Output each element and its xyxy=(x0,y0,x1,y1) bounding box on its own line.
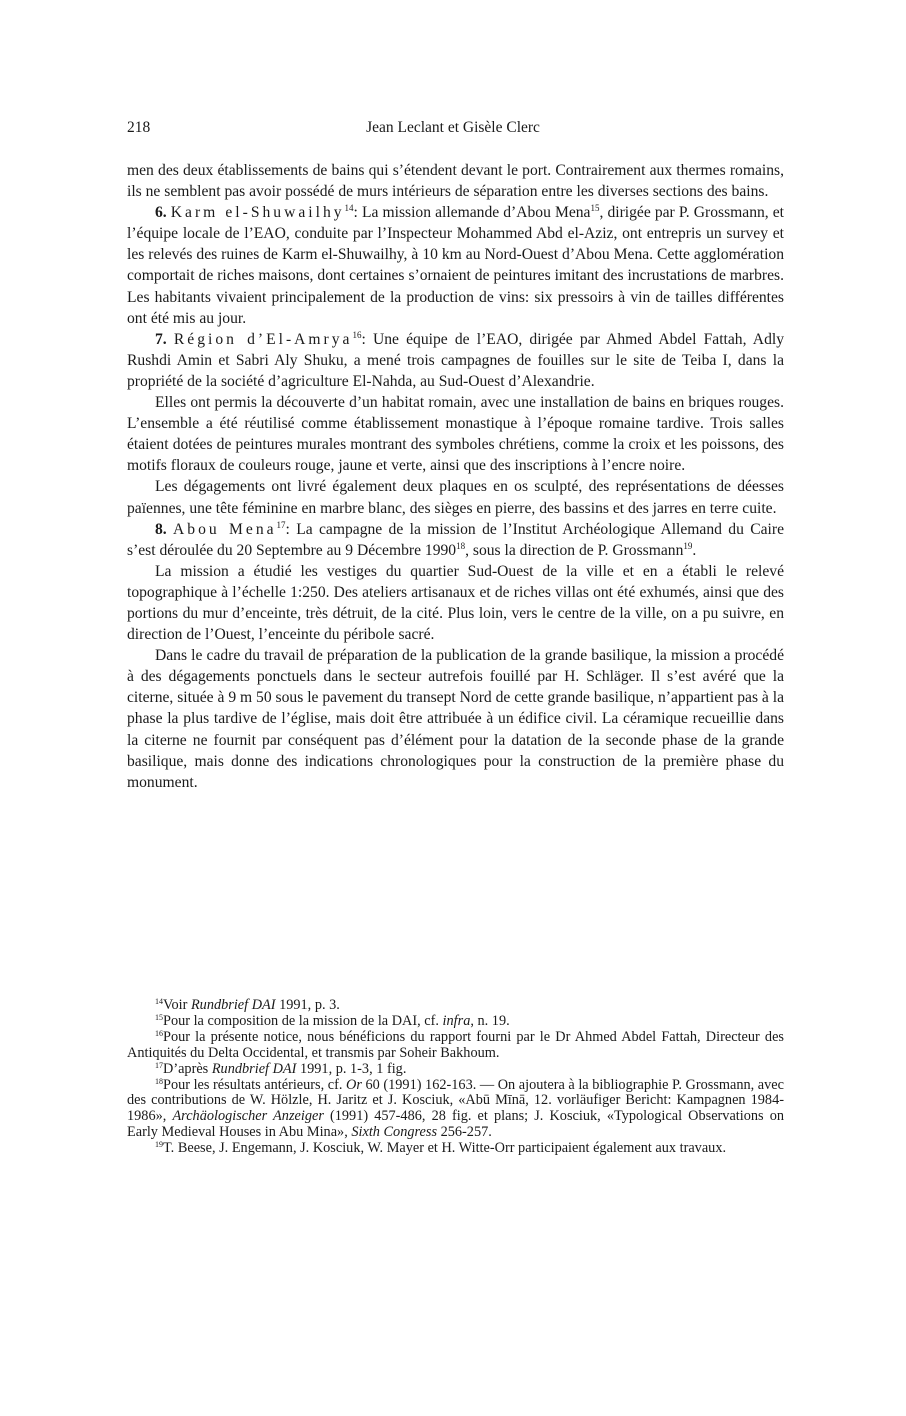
footnote-text: 1991, p. 1-3, 1 fig. xyxy=(296,1060,407,1077)
footnote-14 xyxy=(127,998,784,1014)
footnote-number: 14 xyxy=(155,997,163,1006)
section-text: . xyxy=(692,541,697,559)
footnote-title: Or xyxy=(346,1076,362,1093)
footnote-text: 256-257. xyxy=(437,1124,492,1141)
footnote-number: 16 xyxy=(155,1028,163,1038)
footnote-ref[interactable]: 18 xyxy=(456,540,466,551)
section-text: , dirigée par P. Grossmann, et l’équipe locale de l’EAO, conduite par l’Inspecteur Mohammed Abd el-Aziz, ont entrepris un survey et les relevés des ruines de Karm el-Shuwailhy, à 10 km au Nord-Ouest d’Abou Mena. Cette agglomération comportait de riches maisons, dont certaines s’ornaient de peintures imitant des incrustations de marbres. Les habitants vivaient principalement de la production de vins: six pressoirs à vin de tailles différentes ont été mis au jour. xyxy=(127,204,785,327)
running-title: Jean Leclant et Gisèle Clerc xyxy=(366,119,540,136)
page-number: 218 xyxy=(127,119,151,136)
footnote-title: Sixth Congress xyxy=(351,1124,438,1141)
footnote-title: infra xyxy=(442,1012,471,1029)
paragraph-7b: Elles ont permis la découverte d’un habitat romain, avec une installation de bains en briques rouges. L’ensemble a été réutilisé comme établissement monastique à l’époque romaine tardive. Trois salles étaient dotées de peintures murales montrant des symboles chrétiens, comme la croix et les poissons, des motifs floraux de couleurs rouge, jaune et verte, ainsi que des inscriptions à l’encre noire. xyxy=(127,394,784,475)
paragraph-8b: La mission a étudié les vestiges du quartier Sud-Ouest de la ville et en a établi le relevé topographique à l’échelle 1:250. Des ateliers artisanaux et de riches villas ont été exhumés, ainsi que des portions du mur d’enceinte, très détruit, de la cité. Plus loin, vers le centre de la ville, on a pu suivre, en direction de l’Ouest, l’enceinte du péribole sacré. xyxy=(127,562,784,644)
site-name: Abou Mena xyxy=(173,520,277,538)
footnote-text: Pour les résultats antérieurs, cf. xyxy=(163,1076,347,1093)
footnote-text: Pour la composition de la mission de la DAI, cf. xyxy=(163,1012,443,1029)
section-8 xyxy=(127,519,784,561)
footnote-ref[interactable]: 19 xyxy=(683,540,693,551)
footnote-ref[interactable]: 16 xyxy=(352,329,362,340)
footnote-text: 60 (1991) 162-163. — On ajoutera à la bibliographie P. Grossmann, avec des contributions de W. Hölzle, H. Jaritz et J. Kosciuk, «Abū Mīnā, 12. vorläufiger Bericht: Kampagnen 1984-1986», xyxy=(127,1076,784,1125)
footnote-18 xyxy=(127,1078,784,1142)
footnote-text: (1991) 457-486, 28 fig. et plans; J. Kosciuk, «Typological Observations on Early Medieval Houses in Abu Mina», xyxy=(127,1108,785,1141)
footnote-16 xyxy=(127,1030,784,1062)
section-number: 6. xyxy=(155,204,167,222)
footnote-19 xyxy=(127,1141,784,1157)
section-text: : La campagne de la mission de l’Institut Archéologique Allemand du Caire s’est déroulée du 20 Septembre au 9 Décembre 1990 xyxy=(127,520,784,559)
footnote-15 xyxy=(127,1014,784,1030)
footnote-number: 18 xyxy=(155,1076,163,1086)
footnote-title: Rundbrief DAI xyxy=(211,1060,297,1077)
site-name: Région d’El-Amrya xyxy=(173,330,353,348)
section-number: 8. xyxy=(155,520,167,538)
footnote-text: D’après xyxy=(163,1060,212,1077)
footnote-text: T. Beese, J. Engemann, J. Kosciuk, W. Mayer et H. Witte-Orr participaient également aux travaux. xyxy=(163,1140,727,1157)
section-7 xyxy=(127,329,784,392)
section-text: , sous la direction de P. Grossmann xyxy=(465,541,684,559)
footnote-text: Pour la présente notice, nous bénéficions du rapport fourni par le Dr Ahmed Abdel Fattah, Directeur des Antiquités du Delta Occidental, et transmis par Soheir Bakhoum. xyxy=(127,1028,784,1061)
footnote-number: 15 xyxy=(155,1012,163,1022)
footnote-number: 17 xyxy=(155,1060,163,1070)
footnote-ref[interactable]: 14 xyxy=(344,203,354,214)
section-number: 7. xyxy=(155,330,167,348)
site-name: Karm el-Shuwailhy xyxy=(170,204,345,222)
footnotes xyxy=(127,998,784,1157)
footnote-title: Archäologischer Anzeiger xyxy=(172,1108,324,1125)
main-text xyxy=(127,160,784,793)
footnote-text: , n. 19. xyxy=(470,1012,510,1029)
paragraph-8c: Dans le cadre du travail de préparation de la publication de la grande basilique, la mission a procédé à des dégagements ponctuels dans le secteur autrefois fouillé par H. Schläger. Il s’est avéré que la citerne, située à 9 m 50 sous le pavement du transept Nord de cette grande basilique, n’appartient pas à la phase la plus tardive de l’église, mais doit être attribuée à un édifice civil. La céramique recueillie dans la citerne ne fournit par conséquent pas d’élément pour la datation de la seconde phase de la grande basilique, mais donne des indications chronologiques pour la construction de la première phase du monument. xyxy=(127,647,784,791)
paragraph-7c: Les dégagements ont livré également deux plaques en os sculpté, des représentations de déesses païennes, une tête féminine en marbre blanc, des sièges en pierre, des bassins et des jarres en terre cuite. xyxy=(127,478,784,517)
footnote-17 xyxy=(127,1062,784,1078)
footnote-text: 1991, p. 3. xyxy=(275,997,340,1013)
footnote-number: 19 xyxy=(155,1140,163,1150)
section-6 xyxy=(127,202,784,329)
paragraph-1: men des deux établissements de bains qui s’étendent devant le port. Contrairement aux thermes romains, ils ne semblent pas avoir possédé de murs intérieurs de séparation entre les diverses sections des bains. xyxy=(127,162,784,201)
footnote-ref[interactable]: 15 xyxy=(590,203,600,214)
footnote-text: Voir xyxy=(163,997,191,1013)
section-text: : La mission allemande d’Abou Mena xyxy=(353,204,591,222)
footnote-title: Rundbrief DAI xyxy=(190,997,276,1013)
section-text: : Une équipe de l’EAO, dirigée par Ahmed Abdel Fattah, Adly Rushdi Amin et Sabri Aly Shuku, a mené trois campagnes de fouilles sur le site de Teiba I, dans la propriété de la société d’agriculture El-Nahda, au Sud-Ouest d’Alexandrie. xyxy=(127,330,784,390)
footnote-ref[interactable]: 17 xyxy=(276,519,286,530)
